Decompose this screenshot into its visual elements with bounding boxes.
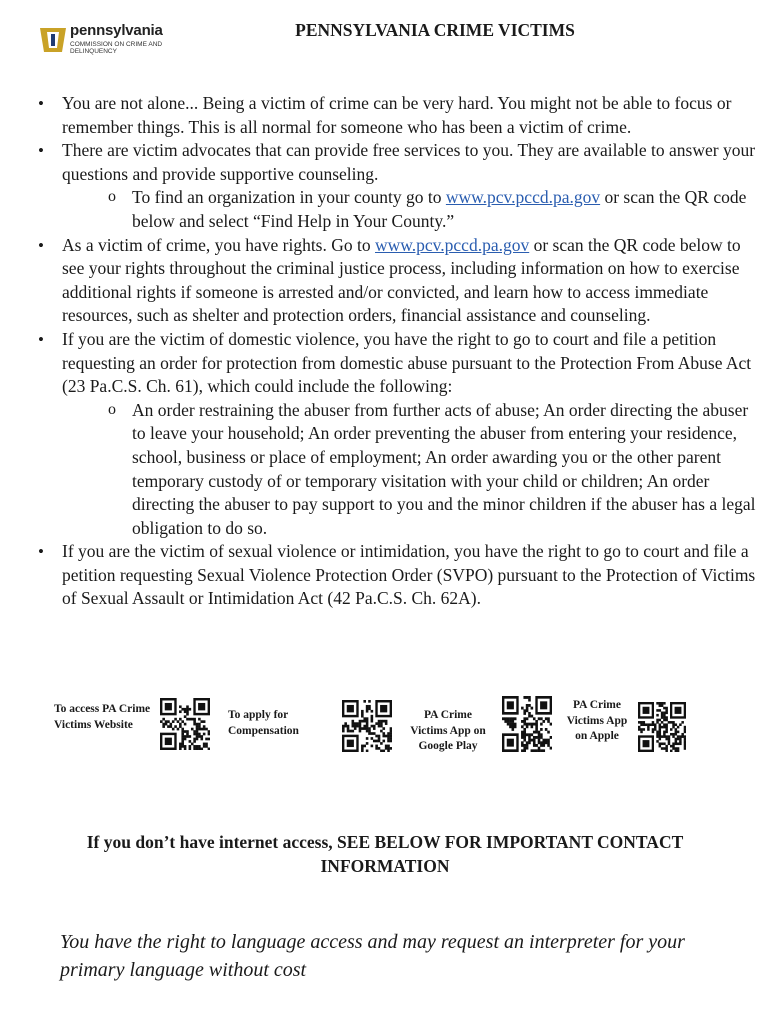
bullet-domestic-violence [36,328,756,540]
qr-label-google-play: PA Crime Victims App on Google Play [410,709,486,752]
qr-label-compensation: To apply for Compensation [228,709,299,737]
qr-code-website-icon[interactable] [160,698,210,750]
page-title: PENNSYLVANIA CRIME VICTIMS [295,20,575,40]
pcv-website-link-2[interactable]: www.pcv.pccd.pa.gov [375,234,530,255]
sub-text-post: or scan the QR code below and select “Find Help in Your County.” [132,187,747,231]
pcv-website-link[interactable]: www.pcv.pccd.pa.gov [445,187,601,208]
bullet-list [36,92,756,611]
bullet-not-alone: • You are not alone... Being a victim of crime can be very hard. You might not be able to focus or remember things. This is all normal for someone who has been a victim of crime. [36,92,756,139]
sub-find-organization [62,186,756,233]
qr-code-apple-icon[interactable] [638,702,686,752]
pccd-logo [38,22,178,60]
sub-list [62,186,756,233]
qr-label-website: To access PA Crime Victims Website [54,703,151,731]
language-access-statement: You have the right to language access and may request an interpreter for your primary language without cost [60,931,685,981]
sub-list-orders [62,399,756,541]
logo-name: pennsylvania [70,22,163,39]
rights-text-post: or scan the QR code below to see your rights throughout the criminal justice process, including information on how to exercise additional rights if someone is arrested and/or convicted, and learn how to access immediate resources, such as shelter and protection orders, financial assistance and counseling. [62,234,741,326]
domestic-violence-text: If you are the victim of domestic violence, you have the right to go to court and file a petition requesting an order for protection from domestic abuse pursuant to the Protection From Abuse Act (23 Pa.C.S. Ch. 61), which could include the following: [62,328,752,397]
sub-protection-orders: o An order restraining the abuser from further acts of abuse; An order directing the abuser to leave your household; An order preventing the abuser from entering your residence, school, business or place of employment; An order awarding you or the other parent temporary custody of or temporary visitation with your child or children; An order directing the abuser to pay support to you and the minor children if the abuser has a legal obligation to do so. [62,399,756,541]
qr-code-google-play-icon[interactable] [502,696,552,752]
qr-label-apple: PA Crime Victims App on Apple [566,699,628,742]
document-body [36,92,756,611]
logo-subtitle: COMMISSION ON CRIME AND DELINQUENCY [70,41,163,55]
keystone-logo-icon [38,24,68,54]
internet-access-notice: If you don’t have internet access, SEE BELOW FOR IMPORTANT CONTACT INFORMATION [86,832,684,876]
bullet-rights [36,234,756,328]
qr-code-compensation-icon[interactable] [342,700,392,752]
bullet-advocates [36,139,756,233]
sub-text-pre: To find an organization in your county go to [132,187,446,208]
rights-text-pre: As a victim of crime, you have rights. Go to [62,234,375,255]
bullet-advocates-text: There are victim advocates that can provide free services to you. They are available to answer your questions and provide supportive counseling. [62,140,756,184]
bullet-sexual-violence: • If you are the victim of sexual violence or intimidation, you have the right to go to court and file a petition requesting Sexual Violence Protection Order (SVPO) pursuant to the Protection of Victims of Sexual Assault or Intimidation Act (42 Pa.C.S. Ch. 62A). [36,540,756,611]
qr-code-row [54,696,754,786]
